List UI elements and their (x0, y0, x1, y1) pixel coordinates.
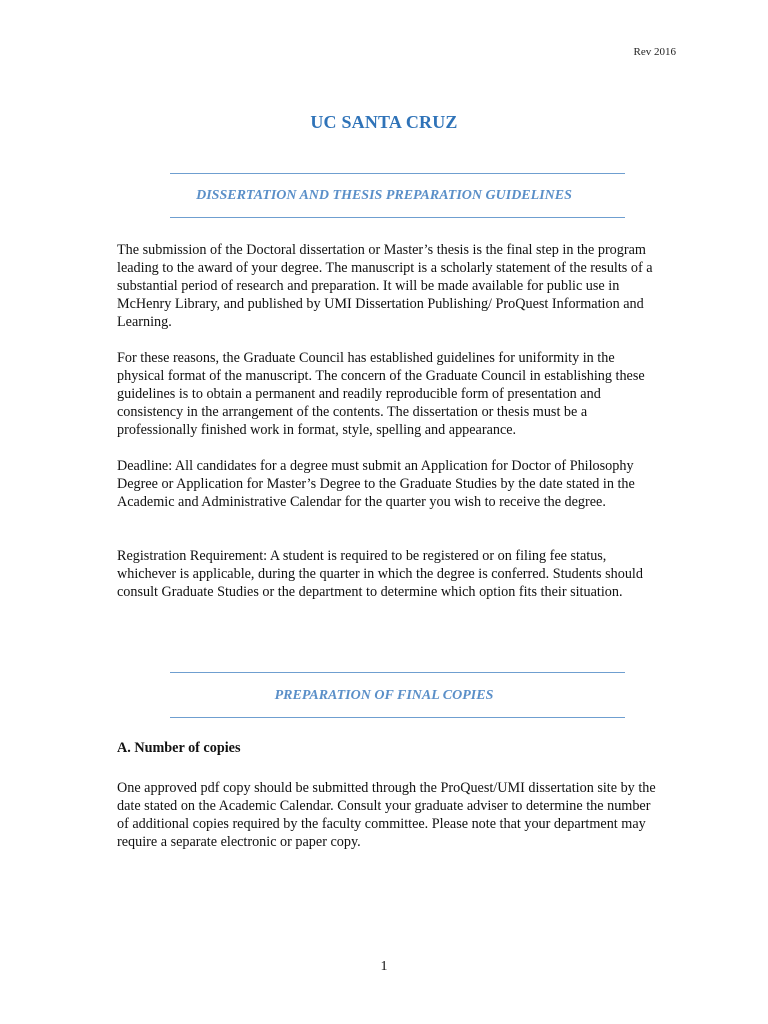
page-number: 1 (380, 959, 388, 974)
guidelines-heading: DISSERTATION AND THESIS PREPARATION GUIDELINES (196, 188, 572, 203)
deadline-paragraph: Deadline: All candidates for a degree must submit an Application for Doctor of Philosophy Degree or Application for Master’s Degree to the Graduate Studies by the date stated in the Academic and Administrative Calendar for the quarter you wish to receive the degree. (117, 458, 635, 510)
final-copies-rule-bottom (170, 717, 625, 718)
uniformity-paragraph: For these reasons, the Graduate Council has established guidelines for uniformity in the physical format of the manuscript. The concern of the Graduate Council in establishing these guidelines is to obtain a permanent and readily reproducible form of presentation and consistency in the arrangement of the contents. The dissertation or thesis must be a professionally finished work in format, style, spelling and appearance. (117, 350, 645, 438)
heading-rule-top (170, 173, 625, 174)
final-copies-rule-top (170, 672, 625, 673)
final-copies-heading: PREPARATION OF FINAL COPIES (274, 688, 494, 703)
copies-paragraph: One approved pdf copy should be submitted through the ProQuest/UMI dissertation site by the date stated on the Academic Calendar. Consult your graduate adviser to determine the number of additional copies required by the faculty committee. Please note that your department may require a separate electronic or paper copy. (117, 780, 656, 850)
intro-paragraph: The submission of the Doctoral dissertation or Master’s thesis is the final step in the program leading to the award of your degree. The manuscript is a scholarly statement of the results of a substantial period of research and preparation. It will be made available for public use in McHenry Library, and published by UMI Dissertation Publishing/ ProQuest Information and Learning. (117, 242, 653, 330)
heading-rule-bottom (170, 217, 625, 218)
registration-paragraph: Registration Requirement: A student is required to be registered or on filing fee status, whichever is applicable, during the quarter in which the degree is conferred. Students should consult Graduate Studies or the department to determine which option fits their situation. (117, 548, 643, 600)
number-of-copies-heading: A. Number of copies (117, 740, 241, 756)
university-title: UC SANTA CRUZ (310, 112, 458, 132)
revision-label: Rev 2016 (633, 46, 676, 58)
